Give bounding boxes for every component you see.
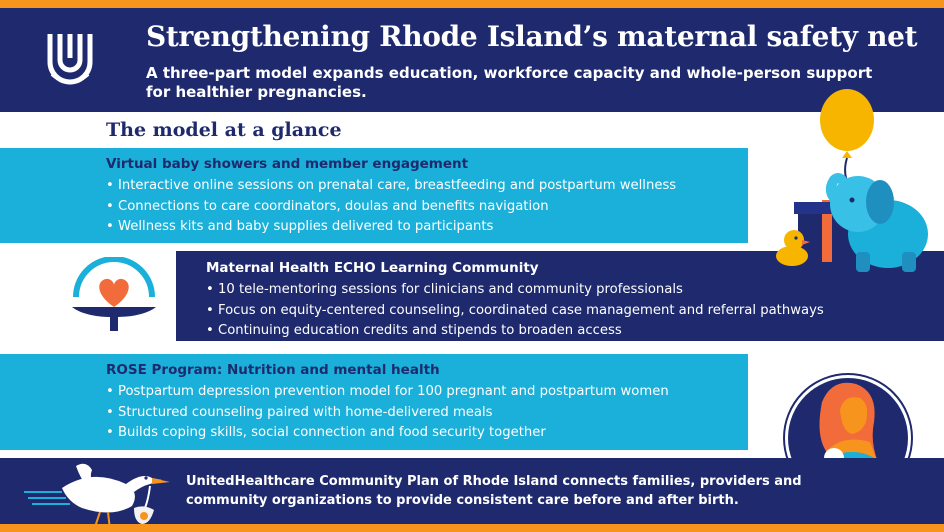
panel-list [106, 176, 676, 238]
list-item: • Continuing education credits and stipends to broaden access [206, 321, 824, 342]
panel-title: Virtual baby showers and member engagement [106, 156, 469, 172]
list-item: • Connections to care coordinators, doulas and benefits navigation [106, 197, 676, 218]
top-accent-bar [0, 0, 944, 8]
heart-hands-icon [66, 257, 162, 333]
panel-virtual-baby-showers [0, 148, 748, 243]
unitedhealthcare-logo-icon [46, 28, 94, 90]
section-heading: The model at a glance [106, 119, 342, 141]
list-item: • 10 tele-mentoring sessions for clinicians and community professionals [206, 280, 824, 301]
panel-rose-program [0, 354, 748, 450]
panel-title: ROSE Program: Nutrition and mental health [106, 362, 440, 378]
list-item: • Structured counseling paired with home-delivered meals [106, 403, 669, 424]
panel-list [106, 382, 669, 444]
list-item: • Builds coping skills, social connection and food security together [106, 423, 669, 444]
list-item: • Focus on equity-centered counseling, coordinated case management and referral pathways [206, 301, 824, 322]
list-item: • Interactive online sessions on prenatal care, breastfeeding and postpartum wellness [106, 176, 676, 197]
list-item: • Postpartum depression prevention model for 100 pregnant and postpartum women [106, 382, 669, 403]
page-title: Strengthening Rhode Island’s maternal safety net [146, 20, 918, 53]
panel-title: Maternal Health ECHO Learning Community [206, 260, 539, 276]
footer-text: UnitedHealthcare Community Plan of Rhode Island connects families, providers and community organizations to provide consistent care before and after birth. [186, 474, 802, 508]
panel-list [206, 280, 824, 342]
elephant-balloon-duck-illustration [776, 84, 944, 274]
stork-illustration [22, 458, 172, 532]
list-item: • Wellness kits and baby supplies delivered to participants [106, 217, 676, 238]
page-subtitle: A three-part model expands education, workforce capacity and whole-person support for healthier pregnancies. [146, 64, 873, 101]
